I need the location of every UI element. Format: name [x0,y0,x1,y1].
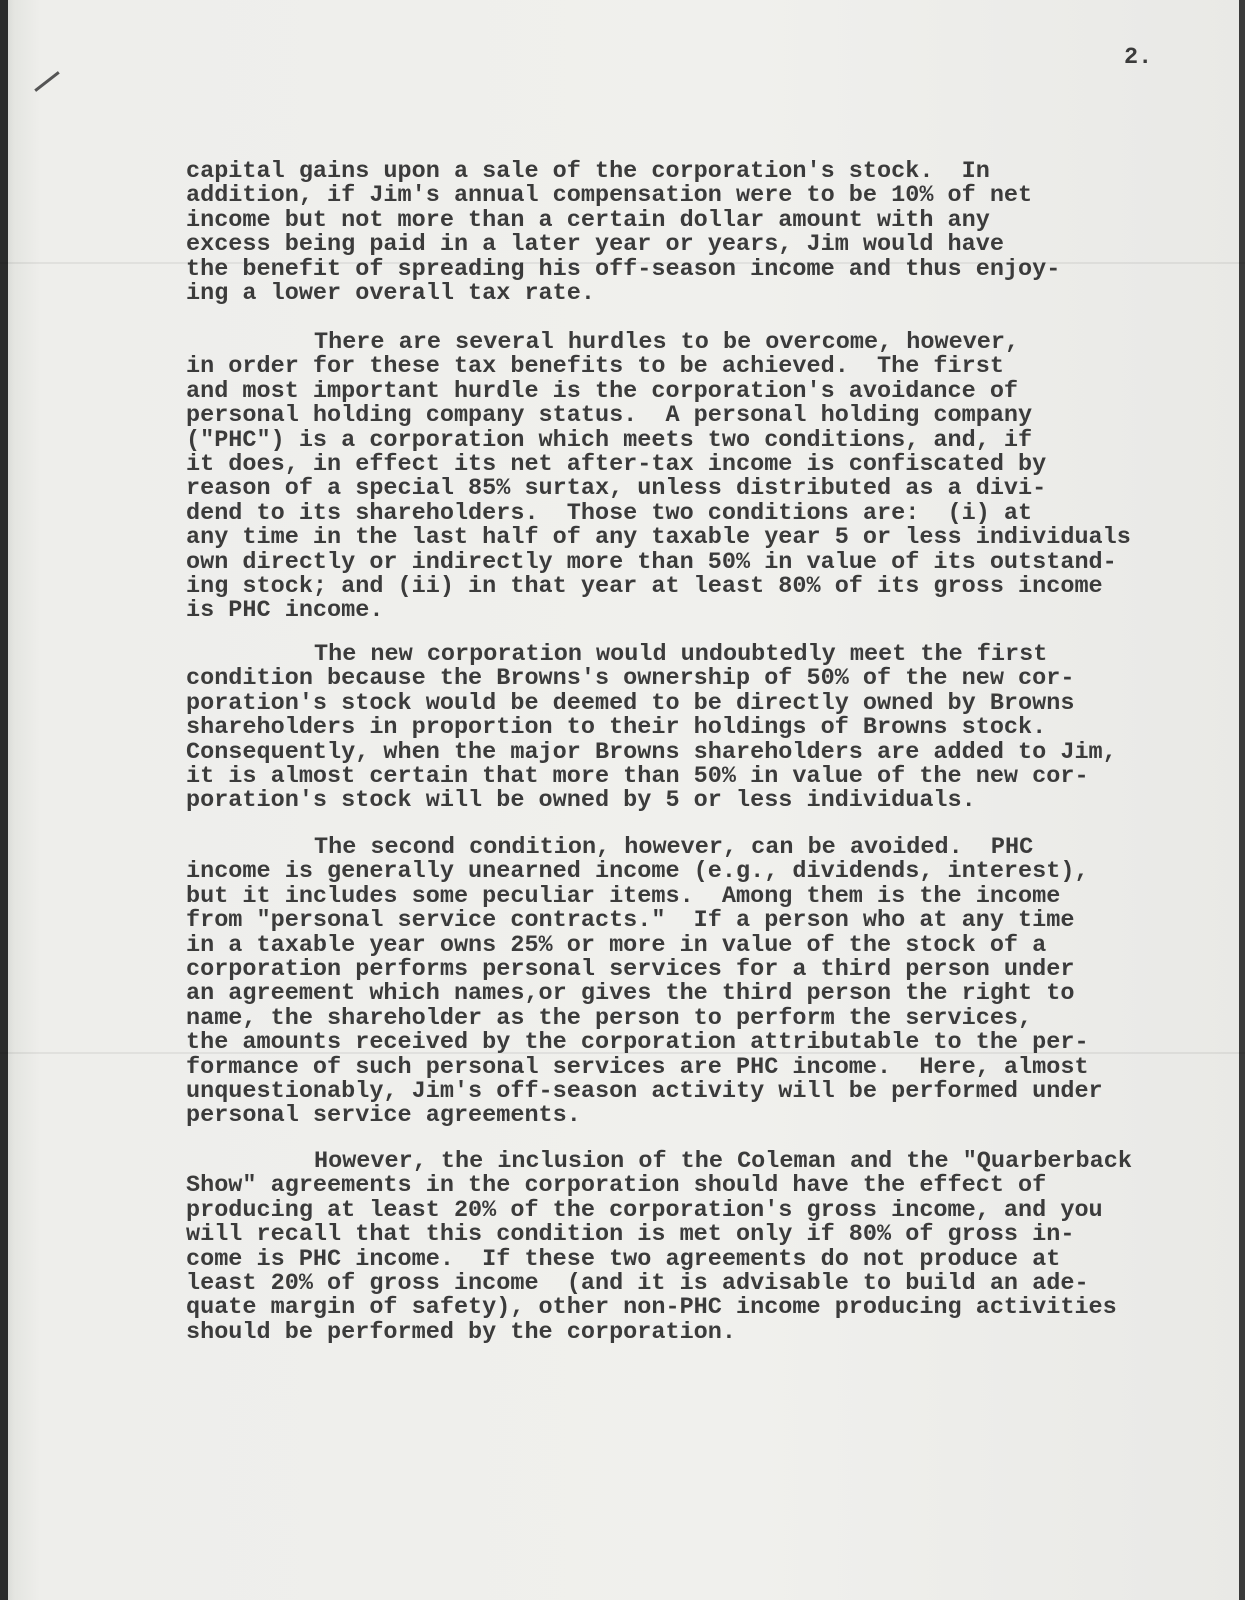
text-line: come is PHC income. If these two agreements do not produce at [186,1245,1061,1273]
text-line: in order for these tax benefits to be achieved. The first [186,353,1004,381]
text-line: the benefit of spreading his off-season income and thus enjoy- [186,255,1061,283]
text-line: corporation performs personal services for a third person under [186,956,1075,984]
text-line: ing stock; and (ii) in that year at least 80% of its gross income [186,573,1103,601]
text-line: is PHC income. [186,597,384,625]
text-line: but it includes some peculiar items. Among them is the income [186,882,1061,910]
paragraph [186,1150,1132,1345]
text-line: unquestionably, Jim's off-season activity will be performed under [186,1078,1103,1106]
text-line: condition because the Browns's ownership of 50% of the new cor- [186,665,1075,693]
page-number: 2. [1124,44,1153,71]
text-line: income but not more than a certain dollar amount with any [186,206,990,234]
paragraph [186,160,1060,306]
page-right-edge [1239,0,1245,1600]
text-line: income is generally unearned income (e.g., dividends, interest), [186,858,1089,886]
text-line: poration's stock would be deemed to be directly owned by Browns [186,689,1075,717]
paragraph [186,331,1131,624]
text-line: There are several hurdles to be overcome, however, [314,329,1020,356]
text-line: dend to its shareholders. Those two conditions are: (i) at [186,499,1033,527]
text-line: addition, if Jim's annual compensation were to be 10% of net [186,182,1033,210]
text-line: ing a lower overall tax rate. [186,280,595,308]
text-line: The new corporation would undoubtedly meet the first [314,641,1048,668]
text-line: it is almost certain that more than 50% in value of the new cor- [186,763,1089,791]
text-line: least 20% of gross income (and it is advisable to build an ade- [186,1270,1089,1298]
text-line: excess being paid in a later year or years, Jim would have [186,231,1004,259]
text-line: Show" agreements in the corporation should have the effect of [186,1172,1047,1200]
text-line: and most important hurdle is the corporation's avoidance of [186,377,1019,405]
text-line: poration's stock will be owned by 5 or less individuals. [186,787,976,815]
text-line: The second condition, however, can be avoided. PHC [314,834,1034,861]
paragraph [186,643,1117,814]
text-line: should be performed by the corporation. [186,1318,736,1346]
text-line: personal holding company status. A personal holding company [186,402,1033,430]
text-line: the amounts received by the corporation attributable to the per- [186,1029,1089,1057]
page-left-edge [0,0,8,1600]
text-line: in a taxable year owns 25% or more in value of the stock of a [186,931,1047,959]
text-line: producing at least 20% of the corporation's gross income, and you [186,1196,1103,1224]
text-line: capital gains upon a sale of the corporation's stock. In [186,158,990,185]
text-line: reason of a special 85% surtax, unless distributed as a divi- [186,475,1047,503]
text-line: However, the inclusion of the Coleman and the "Quarberback [314,1148,1132,1175]
staple-mark [34,71,59,92]
text-line: own directly or indirectly more than 50% in value of its outstand- [186,548,1117,576]
text-line: Consequently, when the major Browns shareholders are added to Jim, [186,738,1117,766]
text-line: personal service agreements. [186,1102,581,1130]
text-line: will recall that this condition is met only if 80% of gross in- [186,1221,1075,1249]
text-line: formance of such personal services are PHC income. Here, almost [186,1053,1089,1081]
text-line: quate margin of safety), other non-PHC income producing activities [186,1294,1117,1322]
text-line: an agreement which names,or gives the third person the right to [186,980,1075,1008]
text-line: from "personal service contracts." If a person who at any time [186,907,1075,935]
text-line: any time in the last half of any taxable year 5 or less individuals [186,524,1131,552]
paragraph [186,836,1103,1129]
text-line: it does, in effect its net after-tax income is confiscated by [186,451,1047,479]
text-line: ("PHC") is a corporation which meets two conditions, and, if [186,426,1033,454]
text-line: shareholders in proportion to their holdings of Browns stock. [186,714,1047,742]
text-line: name, the shareholder as the person to perform the services, [186,1004,1033,1032]
